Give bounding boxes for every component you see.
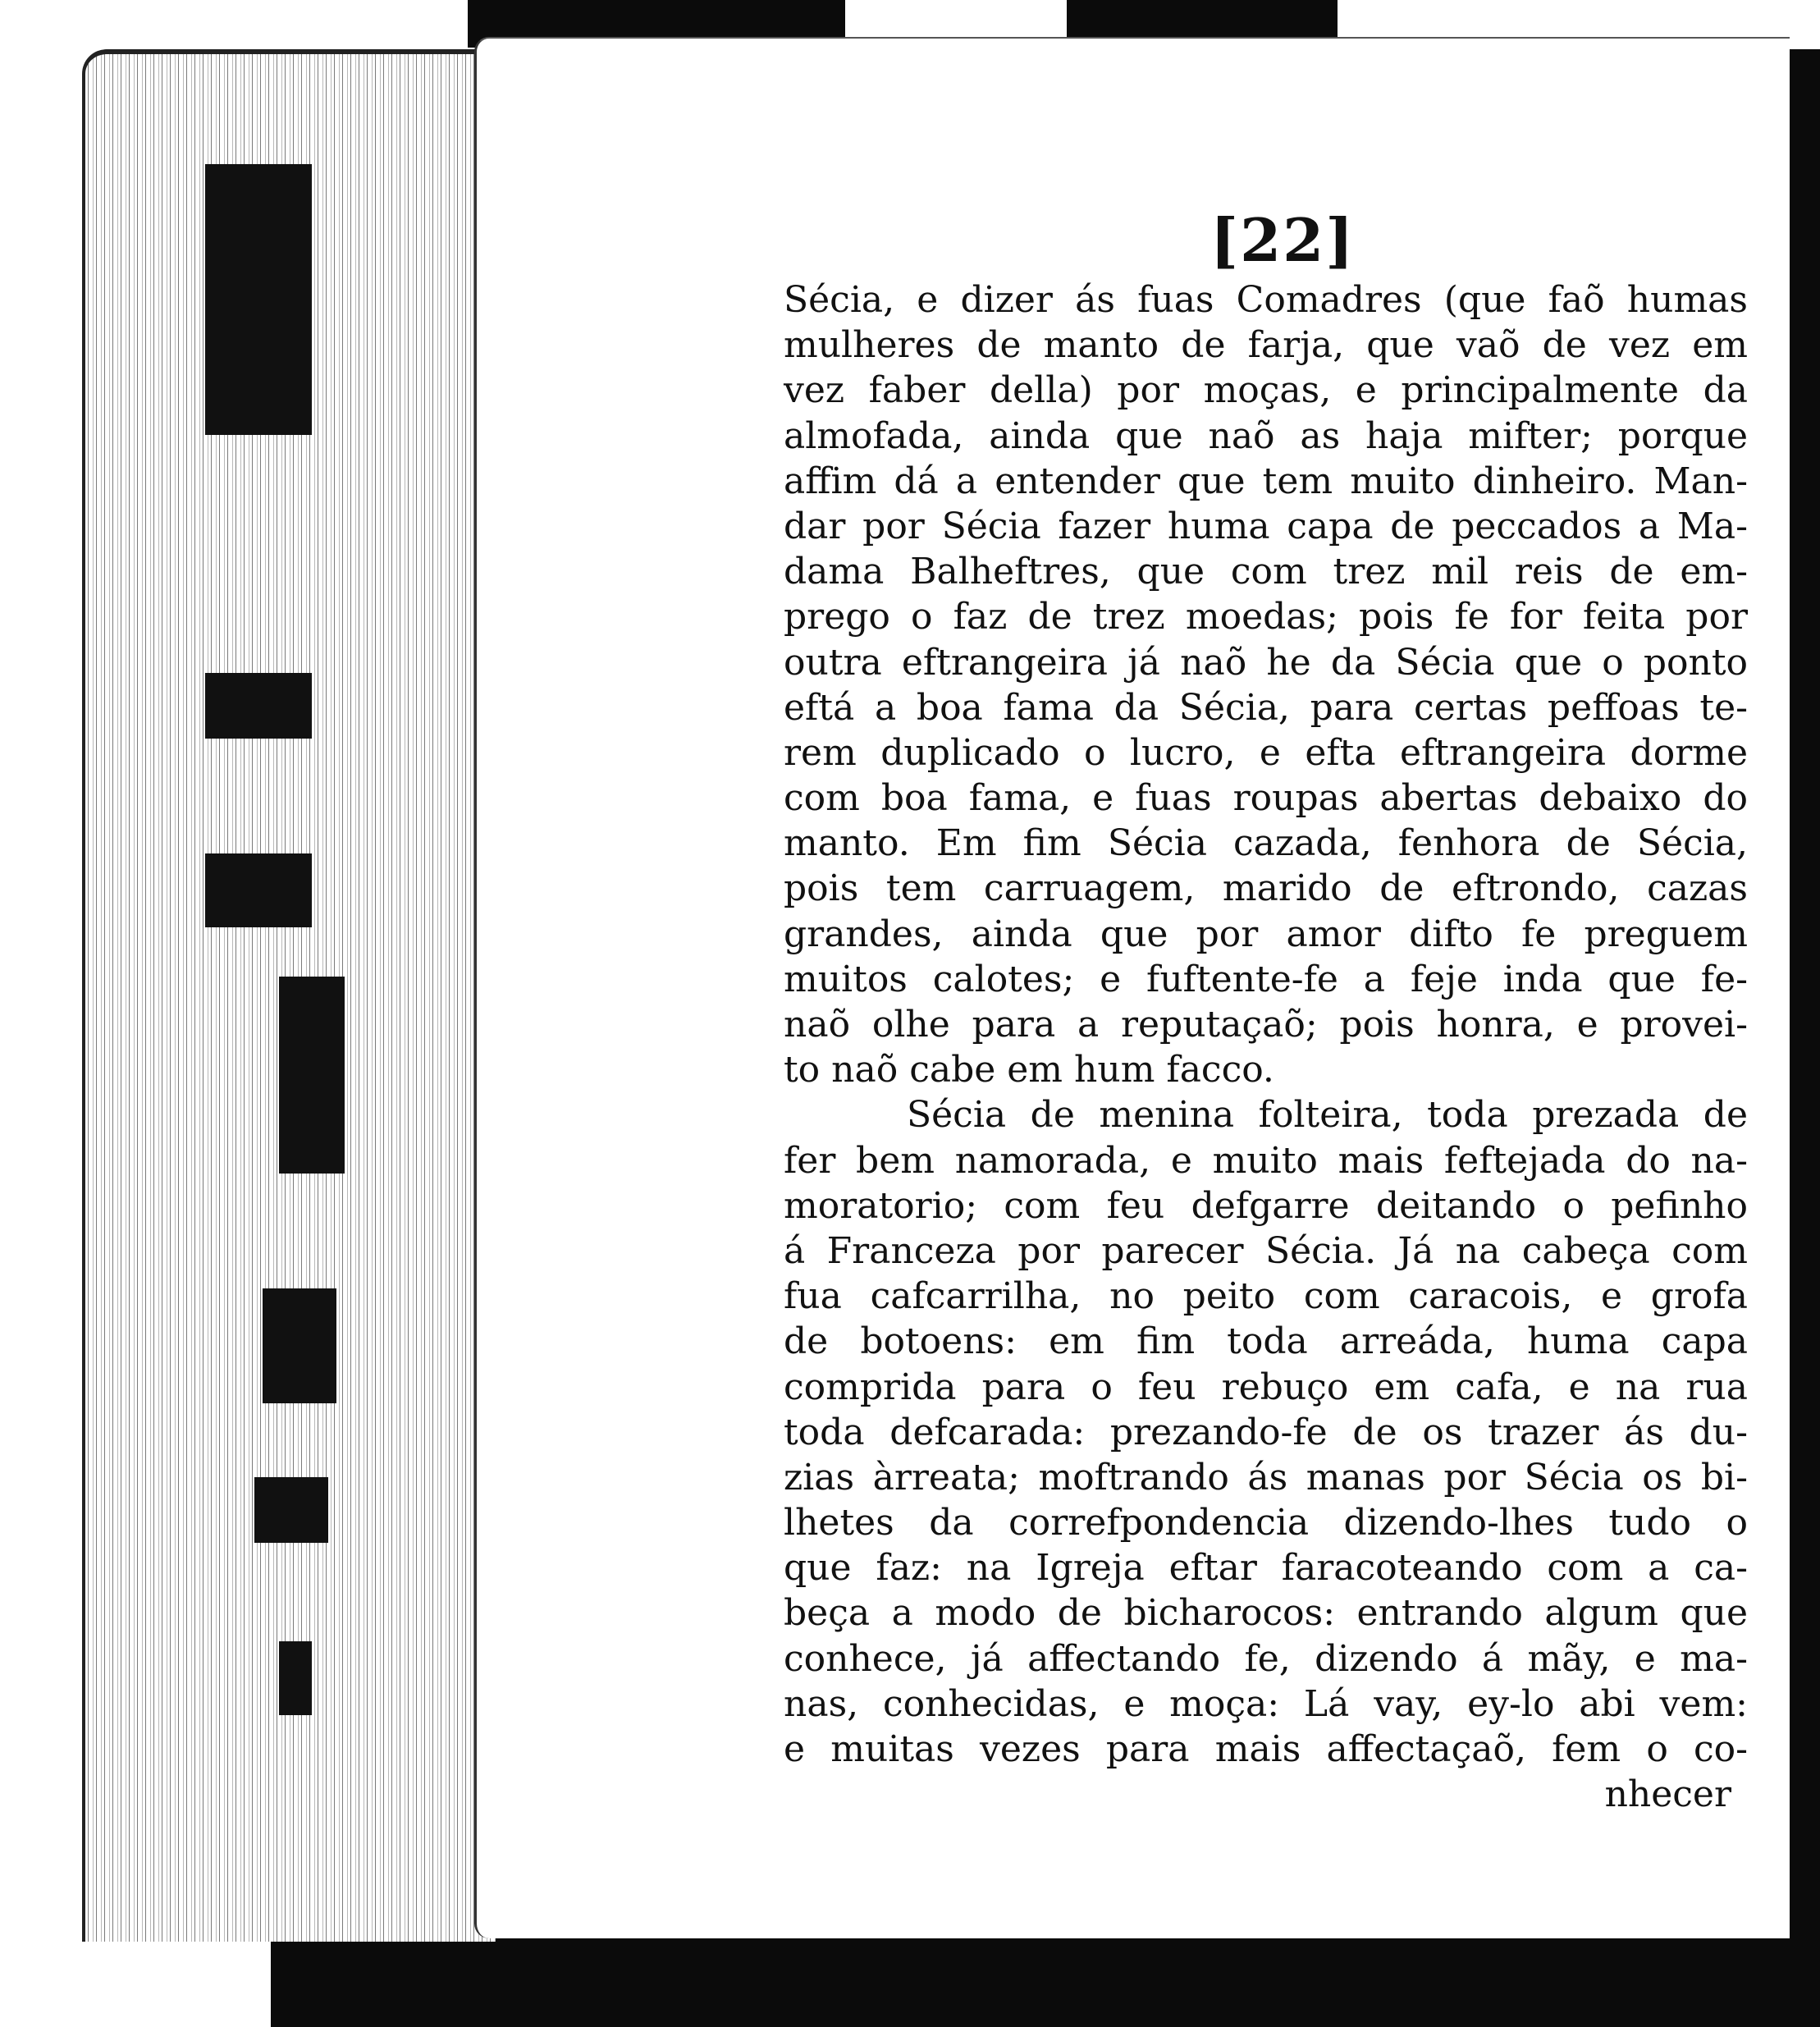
text-line: outra eftrangeira já naõ he da Sécia que o ponto <box>784 641 1748 684</box>
text-line: comprida para o feu rebuço em cafa, e na rua <box>784 1366 1748 1408</box>
text-line: com boa fama, e fuas roupas abertas debaixo do <box>784 777 1748 820</box>
text-line: e muitas vezes para mais affectaçaõ, fem o co- <box>784 1728 1748 1770</box>
page-edge-shadow <box>254 1477 328 1543</box>
page-edge-shadow <box>279 977 345 1174</box>
text-line: affim dá a entender que tem muito dinheiro. Man- <box>784 460 1748 502</box>
page-number: [22] <box>1210 205 1356 275</box>
text-line: lhetes da correfpondencia dizendo-lhes tudo o <box>784 1502 1748 1544</box>
text-line: moratorio; com feu defgarre deitando o pefinho <box>784 1184 1748 1227</box>
page-edge-shadow <box>263 1288 336 1403</box>
text-line: dar por Sécia fazer huma capa de peccados a Ma- <box>784 505 1748 547</box>
text-line: naõ olhe para a reputaçaõ; pois honra, e provei- <box>784 1004 1748 1046</box>
text-line: pois tem carruagem, marido de eftrondo, cazas <box>784 867 1748 910</box>
text-line: to naõ cabe em hum facco. <box>784 1049 1274 1091</box>
text-line: dama Balheftres, que com trez mil reis de em- <box>784 551 1748 593</box>
text-line: manto. Em fim Sécia cazada, fenhora de Sécia, <box>784 822 1748 865</box>
text-line: á Franceza por parecer Sécia. Já na cabeça com <box>784 1229 1748 1272</box>
text-line: muitos calotes; e fuftente-fe a feje inda que fe- <box>784 958 1748 1000</box>
text-line: que faz: na Igreja eftar faracoteando com a ca- <box>784 1547 1748 1590</box>
text-line: mulheres de manto de farja, que vaõ de vez em <box>784 324 1748 367</box>
catchword: nhecer <box>1604 1773 1731 1816</box>
text-line: rem duplicado o lucro, e efta eftrangeira dorme <box>784 731 1748 774</box>
text-line: Sécia, e dizer ás fuas Comadres (que faõ humas <box>784 279 1748 321</box>
text-line: prego o faz de trez moedas; pois fe for feita por <box>784 596 1748 638</box>
text-line: nas, conhecidas, e moça: Lá vay, ey-lo abi vem: <box>784 1682 1748 1725</box>
body-text <box>784 277 1748 1817</box>
text-line: de botoens: em fim toda arreáda, huma capa <box>784 1320 1748 1363</box>
text-line: fer bem namorada, e muito mais feftejada do na- <box>784 1139 1748 1182</box>
paragraph-first-line: Sécia de menina folteira, toda prezada de <box>907 1094 1748 1137</box>
text-line: conhece, já affectando fe, dizendo á mãy, e ma- <box>784 1637 1748 1680</box>
text-line: beça a modo de bicharocos: entrando algum que <box>784 1592 1748 1635</box>
text-line: almofada, ainda que naõ as haja mifter; porque <box>784 414 1748 457</box>
scan-border-right <box>1787 49 1820 1970</box>
text-line: grandes, ainda que por amor difto fe preguem <box>784 913 1748 955</box>
text-line: toda defcarada: prezando-fe de os trazer ás du- <box>784 1411 1748 1453</box>
scan-border-bottom <box>271 1937 1820 2027</box>
text-line: fua cafcarrilha, no peito com caracois, e grofa <box>784 1275 1748 1318</box>
text-line: vez faber della) por moças, e principalmente da <box>784 369 1748 412</box>
text-line: eftá a boa fama da Sécia, para certas peffoas te- <box>784 686 1748 729</box>
page-edge-shadow <box>279 1641 312 1715</box>
text-line: zias àrreata; moftrando ás manas por Sécia os bi- <box>784 1456 1748 1499</box>
page-edge-shadow <box>205 673 312 739</box>
page-edge-shadow <box>205 164 312 435</box>
page-edge-shadow <box>205 853 312 927</box>
